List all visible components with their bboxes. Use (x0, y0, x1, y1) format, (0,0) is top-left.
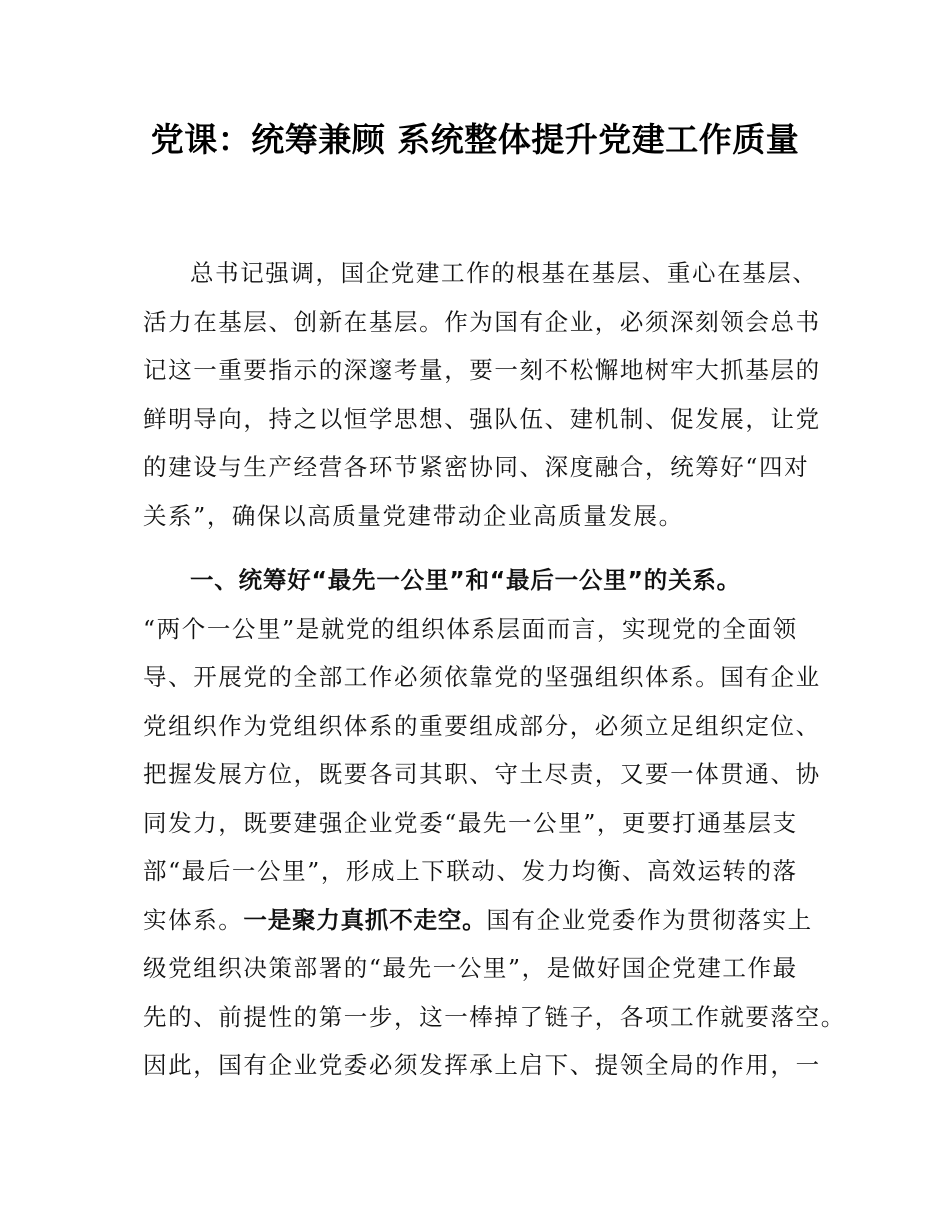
text-segment: 实体系。 (143, 905, 244, 934)
text-line: 总书记强调，国企党建工作的根基在基层、重心在基层、 (190, 259, 818, 287)
text-line: 导、开展党的全部工作必须依靠党的坚强组织体系。国有企业 (143, 663, 821, 691)
text-segment: 国有企业党委作为贯彻落实上 (486, 905, 813, 934)
text-line: 同发力，既要建强企业党委“最先一公里”，更要打通基层支 (143, 808, 798, 837)
text-line: “两个一公里”是就党的组织体系层面而言，实现党的全面领 (143, 614, 798, 643)
text-line-mixed (143, 896, 823, 945)
text-line: 把握发展方位，既要各司其职、守土尽责，又要一体贯通、协 (143, 760, 821, 788)
text-line: 先的、前提性的第一步，这一棒掉了链子，各项工作就要落空。 (143, 1002, 846, 1031)
text-line: 级党组织决策部署的“最先一公里”，是做好国企党建工作最 (143, 954, 798, 982)
document-body (143, 249, 846, 1090)
text-line: 记这一重要指示的深邃考量，要一刻不松懈地树牢大抓基层的 (143, 356, 821, 384)
text-line: 党组织作为党组织体系的重要组成部分，必须立足组织定位、 (143, 711, 821, 740)
document-title: 党课：统筹兼顾 系统整体提升党建工作质量 (150, 120, 800, 159)
section-heading: 一、统筹好“最先一公里”和“最后一公里”的关系。 (190, 566, 741, 594)
text-line: 的建设与生产经营各环节紧密协同、深度融合，统筹好“四对 (143, 453, 810, 481)
bold-subheading: 一是聚力真抓不走空。 (243, 905, 487, 934)
text-line: 鲜明导向，持之以恒学思想、强队伍、建机制、促发展，让党 (143, 404, 821, 433)
paragraph-intro (143, 249, 823, 540)
paragraph-section1 (143, 605, 846, 1090)
text-line: 因此，国有企业党委必须发挥承上启下、提领全局的作用，一 (143, 1051, 821, 1079)
text-line: 活力在基层、创新在基层。作为国有企业，必须深刻领会总书 (143, 307, 821, 336)
text-line: 部“最后一公里”，形成上下联动、发力均衡、高效运转的落 (143, 857, 798, 885)
paragraph-gap (143, 540, 823, 556)
text-line: 关系”，确保以高质量党建带动企业高质量发展。 (143, 501, 684, 530)
